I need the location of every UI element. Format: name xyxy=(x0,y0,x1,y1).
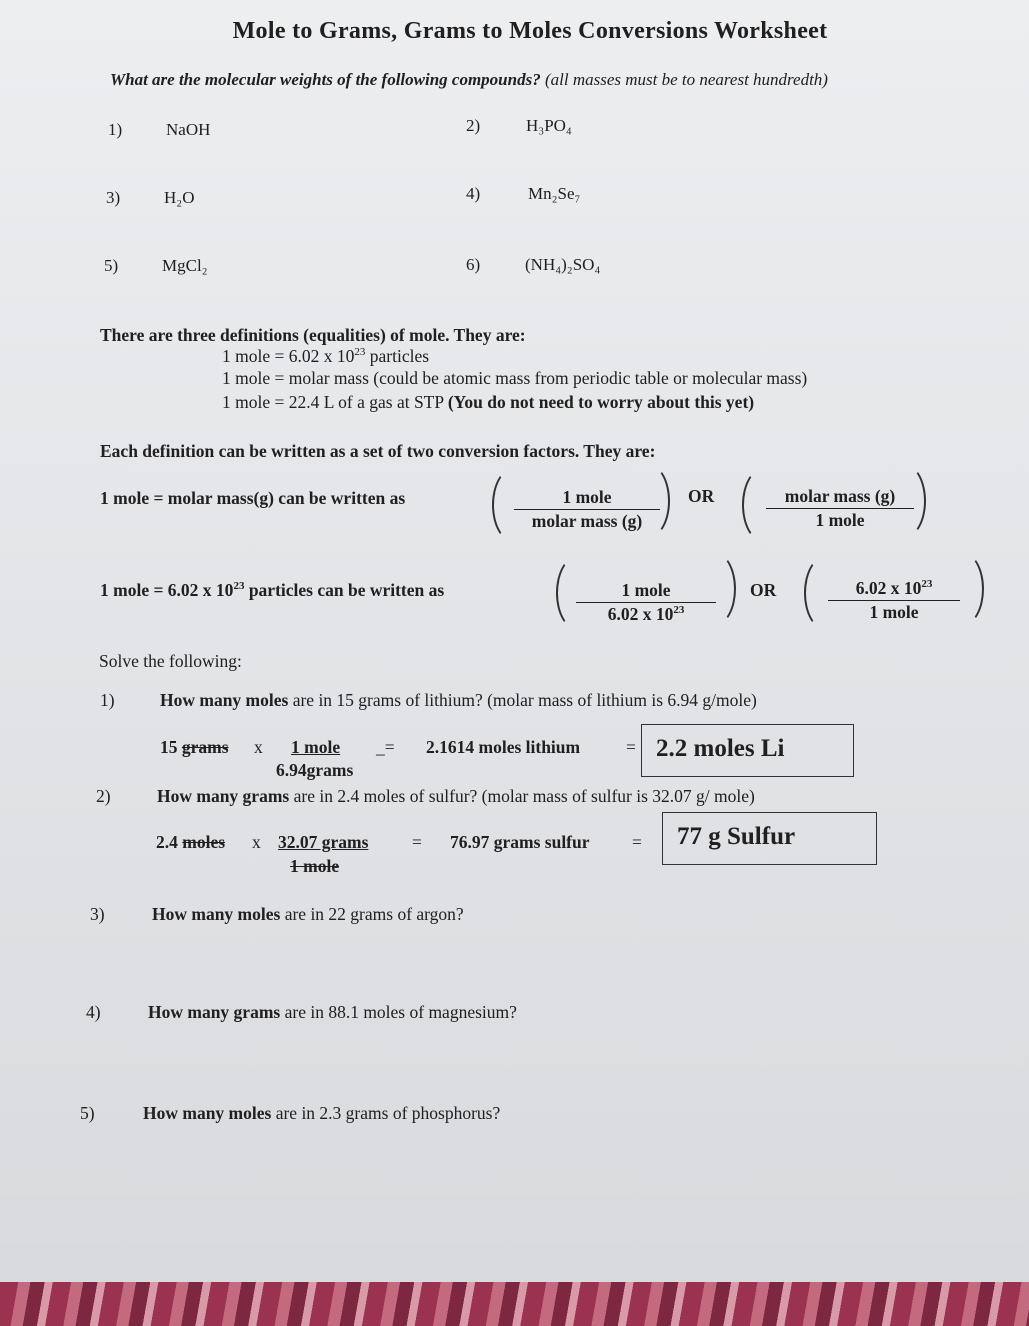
conversion-row2-label xyxy=(100,580,444,601)
fraction-numerator xyxy=(828,578,960,601)
fraction-denominator: 1 mole xyxy=(869,602,919,622)
compound-number: 2) xyxy=(466,116,481,135)
compound-number: 3) xyxy=(106,188,121,207)
denominator-text: 6.02 x 10 xyxy=(607,604,674,624)
multiply-sign: x xyxy=(252,832,261,852)
right-paren xyxy=(694,552,736,626)
compound-formula: Mn₂Se₇ xyxy=(528,184,581,203)
problem-question-rest: are in 2.3 grams of phosphorus? xyxy=(271,1103,501,1123)
problem-number: 5) xyxy=(80,1103,95,1123)
fraction-numerator: 1 mole xyxy=(514,487,660,510)
definition-text: 1 mole = 22.4 L of a gas at STP xyxy=(222,392,448,412)
quantity-value: 2.4 xyxy=(156,832,183,852)
right-paren xyxy=(628,464,670,538)
cancelled-unit: grams xyxy=(181,737,229,757)
work2-fraction-bottom xyxy=(290,856,339,877)
denominator-text: 1 mole xyxy=(290,856,340,876)
problem-2-text xyxy=(157,786,755,807)
problem-question-bold: How many moles xyxy=(152,904,281,924)
problem-4-text xyxy=(148,1002,517,1023)
molecular-weights-header xyxy=(110,70,828,90)
label-text: particles can be written as xyxy=(244,580,445,600)
page-title: Mole to Grams, Grams to Moles Conversions Worksheet xyxy=(232,18,828,44)
compound-formula: H₃PO₄ xyxy=(526,116,572,135)
exponent: 23 xyxy=(233,580,245,593)
problem-question-rest: are in 15 grams of lithium? (molar mass of lithium is 6.94 g/mole) xyxy=(288,690,757,710)
numerator-text: 32.07 grams xyxy=(278,832,369,852)
problem-1-text xyxy=(160,690,757,711)
numerator-text: 6.02 x 10 xyxy=(855,578,922,598)
work1-quantity xyxy=(160,737,229,758)
exponent: 23 xyxy=(921,578,933,591)
problem-number: 2) xyxy=(96,786,111,806)
background-fabric xyxy=(0,1282,1029,1326)
or-label: OR xyxy=(688,486,715,506)
conversion-row1-label: 1 mole = molar mass(g) can be written as xyxy=(100,488,406,508)
compound-formula: H₂O xyxy=(164,188,195,207)
exponent: 23 xyxy=(673,604,685,617)
quantity-value: 15 xyxy=(160,737,182,757)
answer-box-2: 77 g Sulfur xyxy=(662,812,877,865)
problem-question-bold: How many grams xyxy=(148,1002,281,1022)
right-paren xyxy=(884,464,926,538)
equals-sign: _= xyxy=(376,737,395,757)
numerator-text: 1 mole xyxy=(291,737,341,757)
compound-formula: MgCl₂ xyxy=(162,256,208,275)
work1-fraction-bottom: 6.94grams xyxy=(276,760,354,780)
problem-number: 1) xyxy=(100,690,115,710)
compound-formula: NaOH xyxy=(166,120,211,139)
compound-number: 4) xyxy=(466,184,481,203)
multiply-sign: x xyxy=(254,737,263,757)
equals-sign: = xyxy=(632,832,642,852)
definition-text: 1 mole = 6.02 x 10 xyxy=(222,346,355,366)
definition-gas xyxy=(222,392,754,413)
compound-formula: (NH₄)₂SO₄ xyxy=(525,255,601,274)
definition-particles xyxy=(222,346,429,367)
definition-molar-mass: 1 mole = molar mass (could be atomic mass from periodic table or molecular mass) xyxy=(222,368,808,388)
problem-question-rest: are in 22 grams of argon? xyxy=(280,904,464,924)
problem-number: 4) xyxy=(86,1002,101,1022)
definitions-heading: There are three definitions (equalities) of mole. They are: xyxy=(100,325,526,345)
fraction-denominator: 1 mole xyxy=(815,510,865,530)
definition-note: (You do not need to worry about this yet) xyxy=(447,392,755,412)
fraction-denominator xyxy=(576,603,716,625)
work1-fraction-top xyxy=(291,737,340,758)
equals-sign: = xyxy=(626,737,636,757)
problem-question-rest: are in 2.4 moles of sulfur? (molar mass of sulfur is 32.07 g/ mole) xyxy=(289,786,755,806)
cancelled-unit: moles xyxy=(182,832,226,852)
definition-text: particles xyxy=(365,346,430,366)
fraction-avogadro-over-mole xyxy=(828,578,960,623)
mw-header-question: What are the molecular weights of the following compounds? xyxy=(110,70,541,89)
solve-heading: Solve the following: xyxy=(99,651,242,671)
label-text: 1 mole = 6.02 x 10 xyxy=(100,580,234,600)
problem-5-text xyxy=(143,1103,500,1124)
fraction-numerator: molar mass (g) xyxy=(766,486,914,509)
fraction-numerator: 1 mole xyxy=(576,580,716,603)
problem-question-bold: How many moles xyxy=(160,690,289,710)
conversion-heading: Each definition can be written as a set of two conversion factors. They are: xyxy=(100,441,656,461)
work2-fraction-top xyxy=(278,832,368,853)
problem-number: 3) xyxy=(90,904,105,924)
problem-3-text xyxy=(152,904,464,925)
work2-result: 76.97 grams sulfur xyxy=(450,832,590,852)
problem-question-rest: are in 88.1 moles of magnesium? xyxy=(280,1002,517,1022)
or-label: OR xyxy=(750,580,777,600)
equals-sign: = xyxy=(412,832,422,852)
exponent: 23 xyxy=(354,346,366,359)
work1-result: 2.1614 moles lithium xyxy=(426,737,581,757)
fraction-denominator: molar mass (g) xyxy=(531,511,643,531)
compound-number: 6) xyxy=(466,255,481,274)
problem-question-bold: How many moles xyxy=(143,1103,272,1123)
mw-header-note: (all masses must be to nearest hundredth) xyxy=(544,70,828,89)
right-paren xyxy=(942,552,984,626)
answer-box-1: 2.2 moles Li xyxy=(641,724,854,777)
problem-question-bold: How many grams xyxy=(157,786,290,806)
compound-number: 1) xyxy=(108,120,123,139)
work2-quantity xyxy=(156,832,225,853)
compound-number: 5) xyxy=(104,256,119,275)
